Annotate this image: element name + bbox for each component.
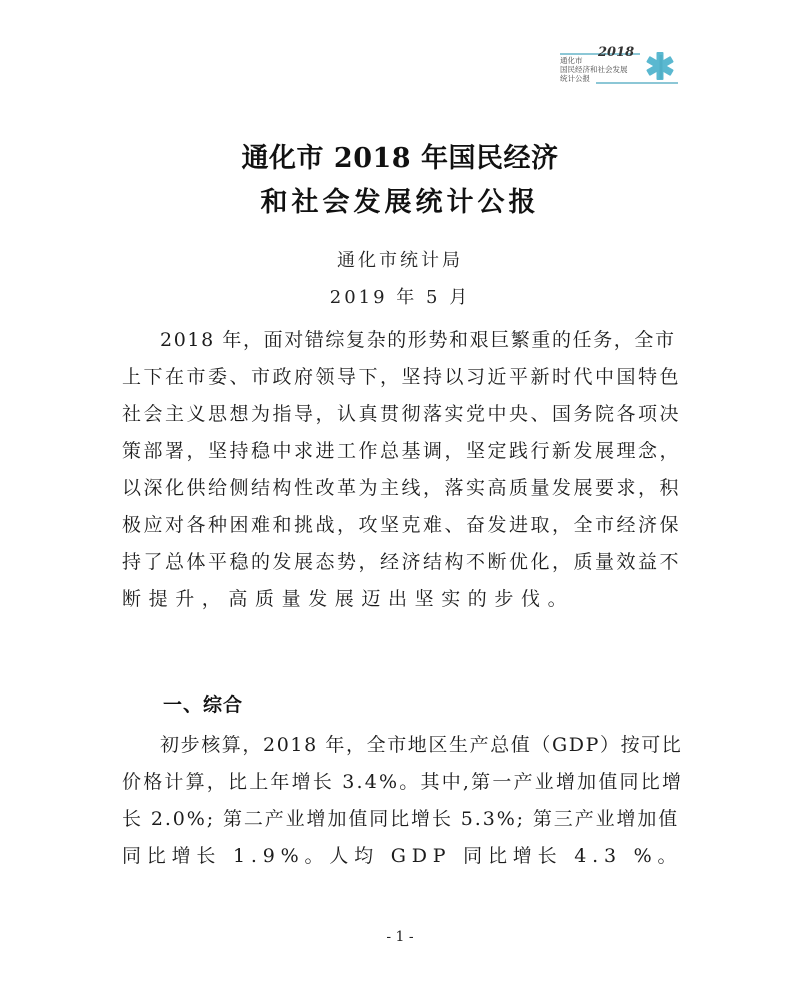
paragraph-line: 价格计算，比上年增长 3.4%。其中,第一产业增加值同比增 [122,771,684,793]
asterisk-icon [644,51,676,81]
paragraph-line: 断提升，高质量发展迈出坚实的步伐。 [122,588,575,610]
logo-year: 2018 [598,45,635,60]
logo-text-line2: 国民经济和社会发展 [560,65,628,74]
logo-text-line3: 统计公报 [560,74,590,83]
publication-date: 2019 年 5 月 [329,287,471,308]
paragraph-line: 以深化供给侧结构性改革为主线，落实高质量发展要求，积 [122,477,682,499]
paragraph-line: 2018 年，面对错综复杂的形势和艰巨繁重的任务，全市 [160,329,676,351]
issuing-organization: 通化市统计局 [337,250,463,271]
paragraph-line: 长 2.0%; 第二产业增加值同比增长 5.3%; 第三产业增加值 [122,808,680,830]
paragraph-line: 社会主义思想为指导，认真贯彻落实党中央、国务院各项决 [122,403,682,425]
paragraph-line: 同比增长 1.9%。人均 GDP 同比增长 4.3 %。 [122,845,683,867]
document-title-line1: 通化市 2018 年国民经济 [241,143,559,174]
paragraph-line: 上下在市委、市政府领导下，坚持以习近平新时代中国特色 [122,366,682,388]
logo-text-line1: 通化市 [560,56,583,65]
paragraph-line: 策部署，坚持稳中求进工作总基调，坚定践行新发展理念， [122,440,682,462]
bulletin-logo [558,46,680,88]
paragraph-line: 初步核算，2018 年，全市地区生产总值（GDP）按可比 [160,734,683,756]
paragraph-line: 持了总体平稳的发展态势，经济结构不断优化，质量效益不 [122,551,682,573]
logo-rule-bottom [596,82,678,84]
section-heading-comprehensive: 一、综合 [163,694,244,716]
page-number: - 1 - [386,929,414,945]
paragraph-line: 极应对各种困难和挑战，攻坚克难、奋发进取，全市经济保 [122,514,682,536]
document-title-line2: 和社会发展统计公报 [260,187,540,218]
